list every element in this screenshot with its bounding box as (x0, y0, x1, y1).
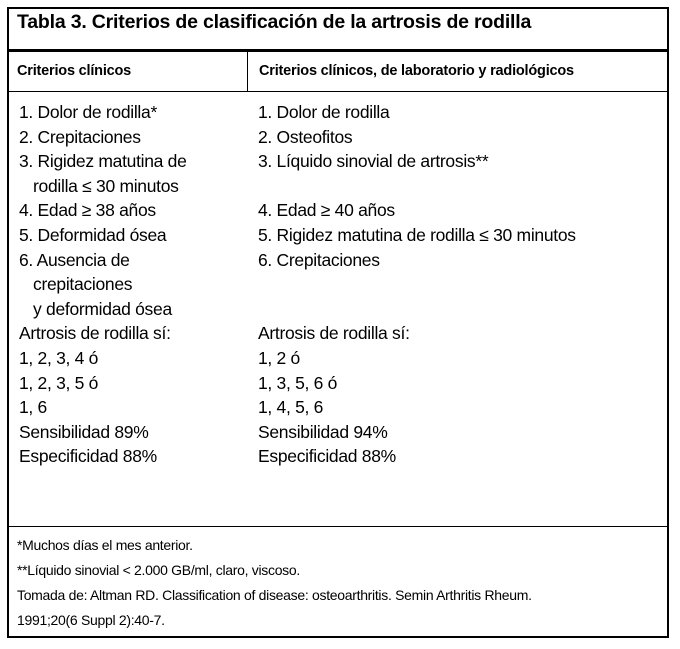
list-item: Artrosis de rodilla sí: (258, 323, 410, 344)
list-item (258, 174, 666, 199)
list-item: 1, 2, 3, 5 ó (19, 372, 99, 393)
list-item: 5. Rigidez matutina de rodilla ≤ 30 minutos (258, 224, 576, 245)
footnote: *Muchos días el mes anterior. (17, 537, 193, 553)
footnote-divider (9, 526, 667, 527)
table-frame (7, 7, 669, 638)
list-item: 6. Ausencia de (19, 249, 130, 270)
header-divider (9, 91, 667, 92)
list-item: 1. Dolor de rodilla (258, 102, 390, 122)
column-clinical (19, 100, 245, 469)
list-item (258, 272, 666, 297)
list-item: crepitaciones (33, 274, 133, 295)
column-clinical-lab-radiological (258, 100, 666, 469)
list-item: 1, 4, 5, 6 (258, 397, 324, 418)
list-item: 3. Rigidez matutina de (19, 151, 187, 172)
list-item: 3. Líquido sinovial de artrosis** (258, 151, 489, 172)
list-item: Artrosis de rodilla sí: (19, 323, 171, 344)
footnotes (17, 533, 665, 633)
header-column-divider (247, 52, 248, 92)
list-item: Sensibilidad 89% (19, 421, 149, 442)
list-item: Sensibilidad 94% (258, 421, 388, 442)
source-citation: 1991;20(6 Suppl 2):40-7. (17, 612, 165, 628)
list-item: 1, 2, 3, 4 ó (19, 347, 99, 368)
list-item: 4. Edad ≥ 38 años (19, 200, 156, 221)
title-divider (9, 49, 667, 52)
list-item: 5. Deformidad ósea (19, 224, 167, 245)
list-item: 1, 3, 5, 6 ó (258, 372, 338, 393)
table-title: Tabla 3. Criterios de clasificación de la artrosis de rodilla (17, 11, 532, 33)
list-item: Especificidad 88% (258, 446, 396, 467)
list-item: rodilla ≤ 30 minutos (33, 175, 179, 196)
list-item: 4. Edad ≥ 40 años (258, 200, 395, 221)
list-item: 1, 2 ó (258, 347, 300, 368)
list-item: 6. Crepitaciones (258, 249, 380, 270)
source-citation: Tomada de: Altman RD. Classification of disease: osteoarthritis. Semin Arthritis Rheum. (17, 587, 532, 603)
column-header-clinical: Criterios clínicos (17, 63, 132, 79)
list-item: 2. Crepitaciones (19, 126, 141, 147)
column-header-clinical-lab-radiological: Criterios clínicos, de laboratorio y radiológicos (259, 63, 574, 79)
footnote: **Líquido sinovial < 2.000 GB/ml, claro, viscoso. (17, 562, 300, 578)
list-item: 1. Dolor de rodilla* (19, 102, 157, 122)
list-item (258, 297, 666, 322)
list-item: 1, 6 (19, 397, 47, 418)
list-item: 2. Osteofitos (258, 126, 353, 147)
list-item: Especificidad 88% (19, 446, 157, 467)
list-item: y deformidad ósea (33, 298, 172, 319)
